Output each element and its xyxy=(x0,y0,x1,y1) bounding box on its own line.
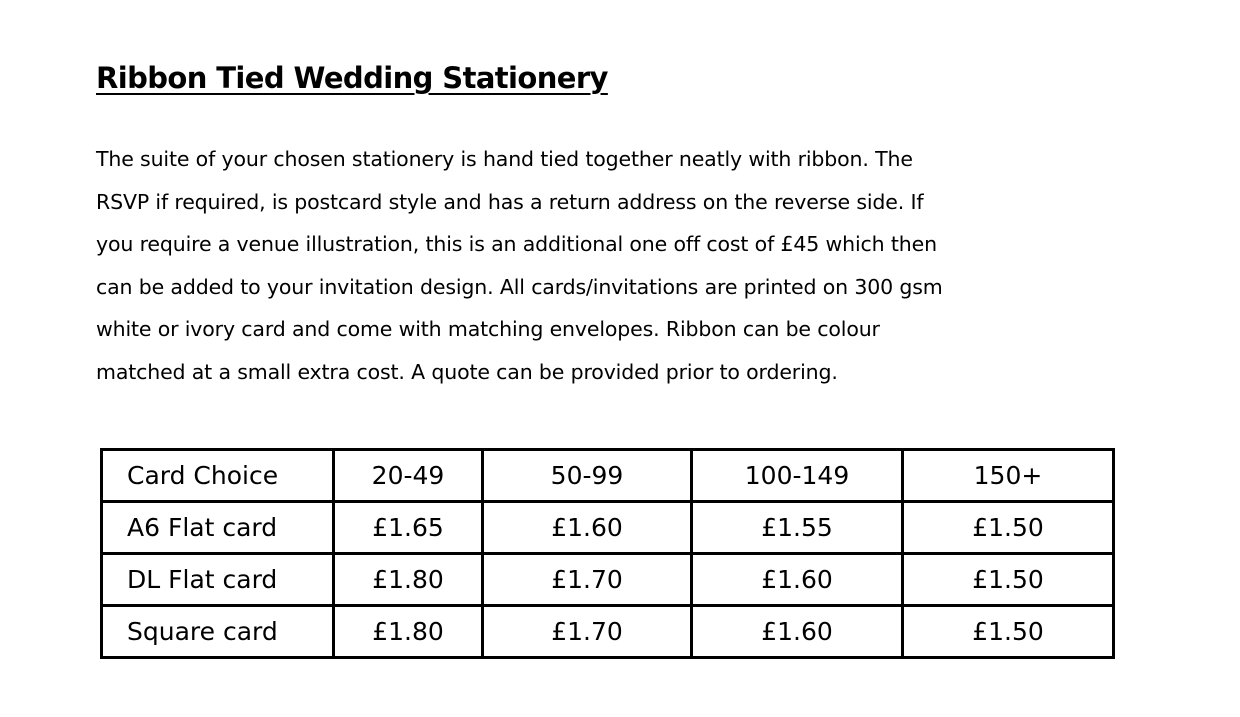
table-row xyxy=(102,502,1114,554)
price-cell: £1.70 xyxy=(483,606,692,658)
header-cell-50-99: 50-99 xyxy=(483,450,692,502)
price-cell: £1.60 xyxy=(692,606,903,658)
intro-line: RSVP if required, is postcard style and has a return address on the reverse side. If xyxy=(96,189,924,214)
price-cell: £1.55 xyxy=(692,502,903,554)
header-cell-100-149: 100-149 xyxy=(692,450,903,502)
price-cell: £1.50 xyxy=(903,554,1114,606)
price-cell: £1.60 xyxy=(692,554,903,606)
table-row xyxy=(102,606,1114,658)
header-cell-150-plus: 150+ xyxy=(903,450,1114,502)
table-header-row xyxy=(102,450,1114,502)
intro-line: white or ivory card and come with matching envelopes. Ribbon can be colour xyxy=(96,317,880,342)
card-name-cell: Square card xyxy=(102,606,334,658)
intro-line: The suite of your chosen stationery is hand tied together neatly with ribbon. The xyxy=(96,147,913,171)
intro-line: can be added to your invitation design. All cards/invitations are printed on 300 gsm xyxy=(96,274,943,299)
price-cell: £1.65 xyxy=(334,502,483,554)
card-name-cell: A6 Flat card xyxy=(102,502,334,554)
price-cell: £1.80 xyxy=(334,606,483,658)
header-cell-card-choice: Card Choice xyxy=(102,450,334,502)
price-cell: £1.80 xyxy=(334,554,483,606)
price-cell: £1.60 xyxy=(483,502,692,554)
intro-paragraph xyxy=(96,138,1096,394)
intro-line: matched at a small extra cost. A quote can be provided prior to ordering. xyxy=(96,359,838,384)
price-cell: £1.50 xyxy=(903,502,1114,554)
table-row xyxy=(102,554,1114,606)
card-name-cell: DL Flat card xyxy=(102,554,334,606)
header-cell-20-49: 20-49 xyxy=(334,450,483,502)
price-cell: £1.70 xyxy=(483,554,692,606)
intro-line: you require a venue illustration, this is an additional one off cost of £45 which then xyxy=(96,232,937,257)
price-cell: £1.50 xyxy=(903,606,1114,658)
price-table xyxy=(100,448,1115,659)
page-title: Ribbon Tied Wedding Stationery xyxy=(96,61,608,95)
